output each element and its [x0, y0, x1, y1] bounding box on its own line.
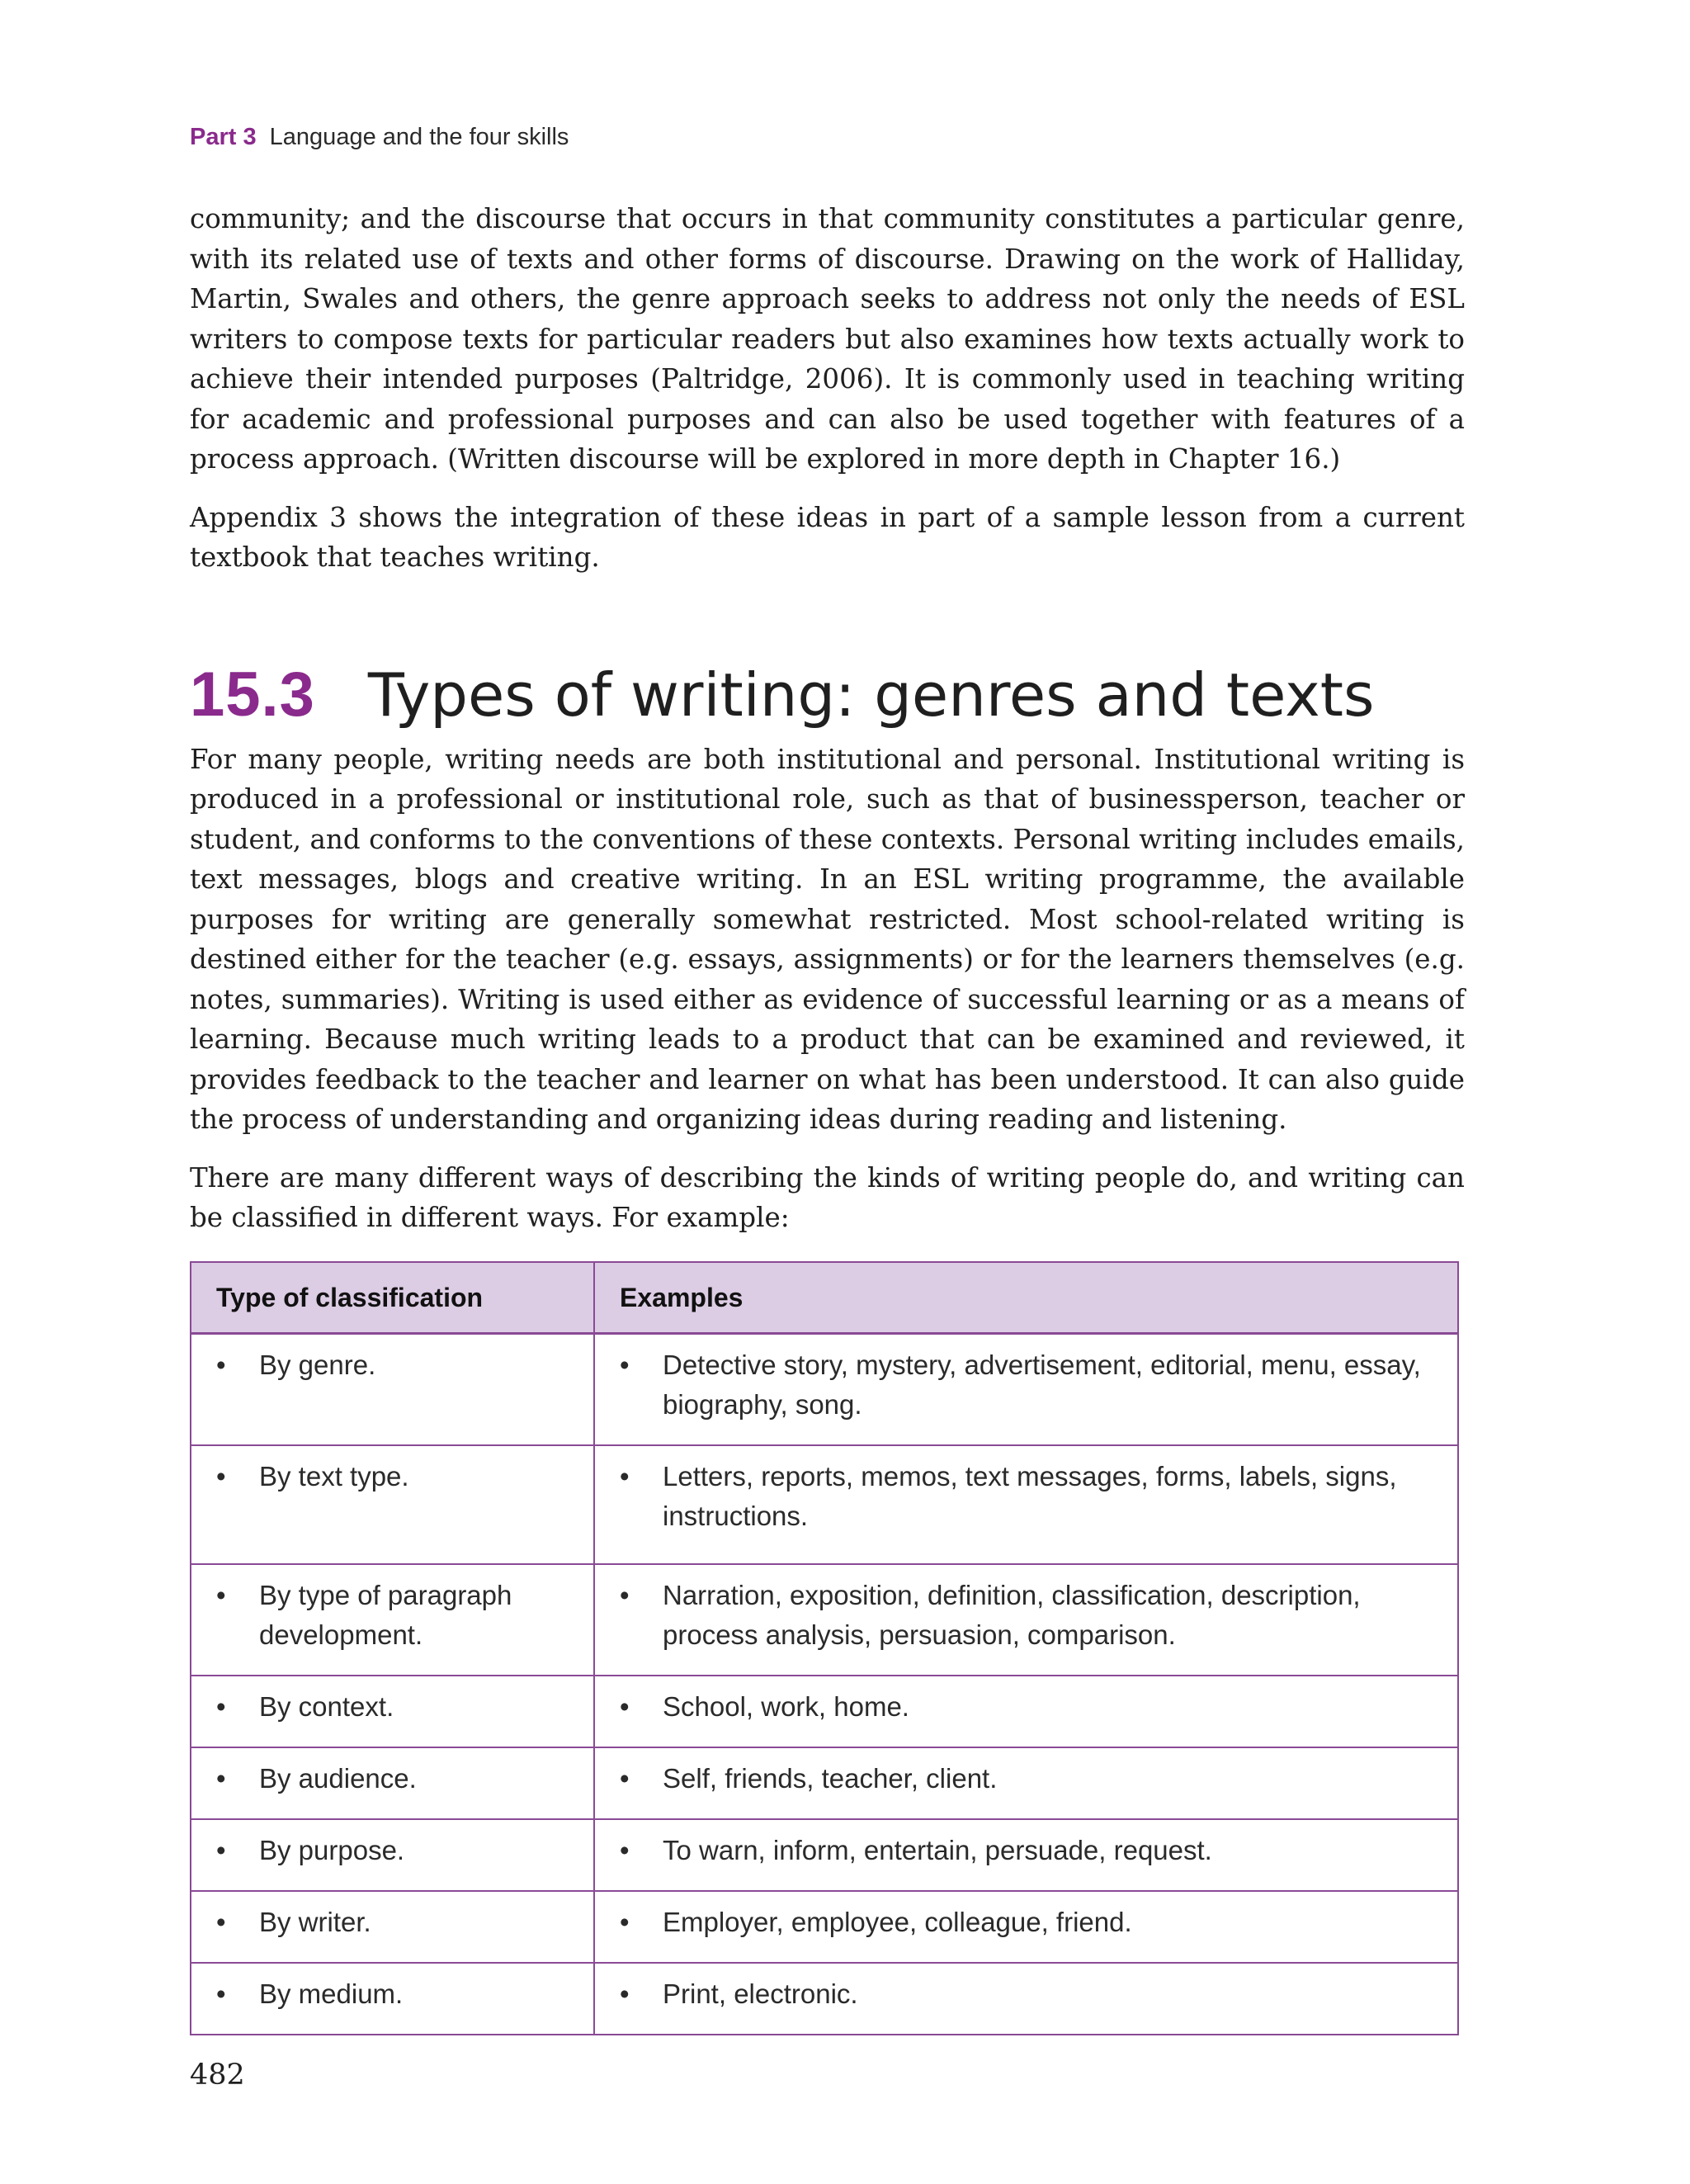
bullet-icon: •: [216, 1349, 226, 1380]
examples-cell: [594, 1891, 1458, 1963]
table-row: [191, 1676, 1458, 1747]
page-number: 482: [190, 2059, 245, 2092]
paragraph-appendix: Appendix 3 shows the integration of these ideas in part of a sample lesson from a current textbook that teaches writing.: [190, 501, 1465, 573]
bullet-icon: •: [620, 1978, 630, 2009]
table-row: [191, 1445, 1458, 1564]
paragraph-writing-needs: For many people, writing needs are both institutional and personal. Institutional writing is produced in a professional or institutional role, such as that of businessperson, teacher or student, and conforms to the conventions of these contexts. Personal writing includes emails, text messages, blogs and creative writing. In an ESL writing programme, the available purposes for writing are generally somewhat restricted. Most school-related writing is destined either for the teacher (e.g. essays, assignments) or for the learners themselves (e.g. notes, summaries). Writing is used either as evidence of successful learning or as a means of learning. Because much writing leads to a product that can be examined and reviewed, it provides feedback to the teacher and learner on what has been understood. It can also guide the process of understanding and organizing ideas during reading and listening.: [190, 743, 1465, 1135]
paragraph-genre-approach: community; and the discourse that occurs in that community constitutes a particular genre, with its related use of texts and other forms of discourse. Drawing on the work of Halliday, Martin, Swales and others, the genre approach seeks to address not only the needs of ESL writers to compose texts for particular readers but also examines how texts actually work to achieve their intended purposes (Paltridge, 2006). It is commonly used in teaching writing for academic and professional purposes and can also be used together with features of a process approach. (Written discourse will be explored in more depth in Chapter 16.): [190, 203, 1465, 475]
classification-table: [190, 1261, 1459, 2035]
section-title: Types of writing: genres and texts: [367, 659, 1375, 730]
classification-cell: [191, 1963, 594, 2035]
classification-cell-text: By writer.: [259, 1906, 371, 1937]
table-header-row: [191, 1262, 1458, 1334]
classification-cell: [191, 1445, 594, 1564]
table-row: [191, 1333, 1458, 1445]
classification-cell-text: By purpose.: [259, 1834, 405, 1865]
bullet-icon: •: [216, 1834, 226, 1865]
running-head-part: Part 3: [190, 124, 257, 150]
bullet-icon: •: [216, 1762, 226, 1794]
examples-cell-text: Self, friends, teacher, client.: [663, 1762, 998, 1794]
bullet-icon: •: [620, 1690, 630, 1722]
table-row: [191, 1564, 1458, 1676]
classification-cell: [191, 1333, 594, 1445]
bullet-icon: •: [620, 1460, 630, 1491]
bullet-icon: •: [620, 1834, 630, 1865]
examples-cell-text: Letters, reports, memos, text messages, forms, labels, signs, instructions.: [663, 1460, 1397, 1531]
classification-cell: [191, 1676, 594, 1747]
bullet-icon: •: [216, 1579, 226, 1610]
bullet-icon: •: [216, 1906, 226, 1937]
classification-cell-text: By type of paragraph development.: [259, 1579, 512, 1650]
examples-cell: [594, 1676, 1458, 1747]
table-row: [191, 1963, 1458, 2035]
bullet-icon: •: [620, 1579, 630, 1610]
bullet-icon: •: [620, 1762, 630, 1794]
bullet-icon: •: [620, 1906, 630, 1937]
examples-cell-text: Employer, employee, colleague, friend.: [663, 1906, 1132, 1937]
examples-cell-text: Narration, exposition, definition, classification, description, process analysis, persuasion, comparison.: [663, 1579, 1361, 1650]
classification-cell-text: By genre.: [259, 1349, 376, 1380]
bullet-icon: •: [216, 1460, 226, 1491]
classification-cell: [191, 1819, 594, 1891]
examples-cell-text: Detective story, mystery, advertisement, editorial, menu, essay, biography, song.: [663, 1349, 1421, 1420]
examples-cell: [594, 1333, 1458, 1445]
section-heading: [190, 659, 1465, 730]
classification-cell-text: By context.: [259, 1690, 394, 1722]
examples-cell: [594, 1819, 1458, 1891]
table-body: [191, 1333, 1458, 2035]
table-row: [191, 1891, 1458, 1963]
header-type-of-classification: Type of classification: [191, 1262, 594, 1334]
classification-cell: [191, 1747, 594, 1819]
examples-cell: [594, 1564, 1458, 1676]
classification-cell-text: By text type.: [259, 1460, 409, 1491]
bullet-icon: •: [216, 1978, 226, 2009]
bullet-icon: •: [216, 1690, 226, 1722]
table-row: [191, 1819, 1458, 1891]
examples-cell: [594, 1747, 1458, 1819]
examples-cell: [594, 1445, 1458, 1564]
running-head-title: Language and the four skills: [269, 124, 569, 150]
examples-cell-text: School, work, home.: [663, 1690, 909, 1722]
examples-cell-text: To warn, inform, entertain, persuade, request.: [663, 1834, 1212, 1865]
classification-cell-text: By medium.: [259, 1978, 404, 2009]
examples-cell-text: Print, electronic.: [663, 1978, 858, 2009]
running-head: [190, 124, 1465, 151]
classification-cell: [191, 1891, 594, 1963]
classification-cell: [191, 1564, 594, 1676]
header-examples: Examples: [594, 1262, 1458, 1334]
paragraph-classification-intro: There are many different ways of describing the kinds of writing people do, and writing can be classified in different ways. For example:: [190, 1161, 1465, 1233]
book-page: [190, 124, 1465, 2035]
bullet-icon: •: [620, 1349, 630, 1380]
section-number: 15.3: [190, 659, 315, 730]
table-row: [191, 1747, 1458, 1819]
examples-cell: [594, 1963, 1458, 2035]
classification-cell-text: By audience.: [259, 1762, 417, 1794]
